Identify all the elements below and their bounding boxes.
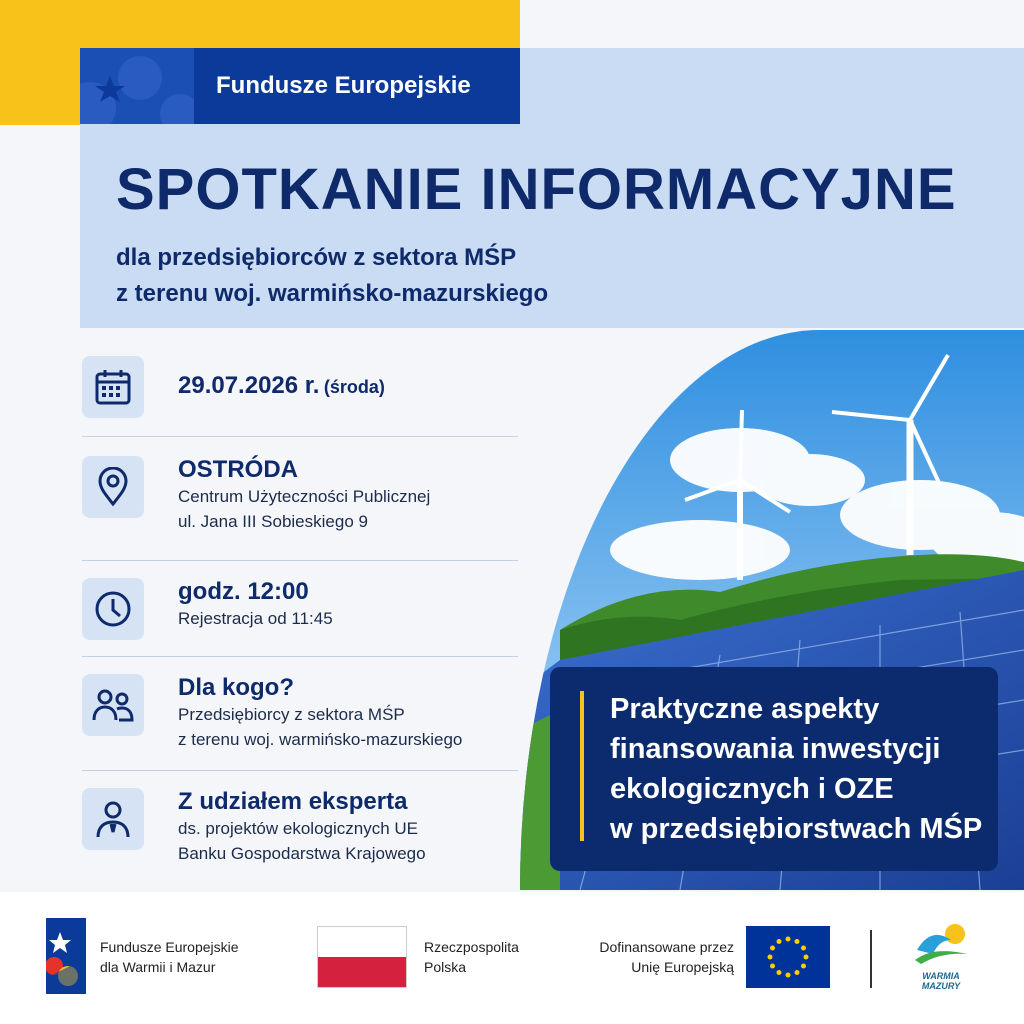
registration-time: Rejestracja od 11:45 <box>178 609 333 628</box>
location-address: ul. Jana III Sobieskiego 9 <box>178 512 368 531</box>
yellow-accent-bar <box>580 691 584 841</box>
page-title: SPOTKANIE INFORMACYJNE <box>116 157 957 222</box>
event-weekday: (środa) <box>323 377 385 397</box>
location-pin-icon <box>82 456 144 518</box>
divider <box>82 770 518 771</box>
wm-line-2: MAZURY <box>921 981 961 991</box>
audience-row <box>82 674 518 752</box>
people-icon <box>82 674 144 736</box>
footer-separator <box>870 930 872 988</box>
divider <box>82 436 518 437</box>
audience-line-1: Przedsiębiorcy z sektora MŚP <box>178 705 405 724</box>
page-subtitle <box>116 240 548 312</box>
fundusze-europejskie-badge <box>80 48 520 124</box>
warmia-mazury-logo <box>906 920 976 991</box>
divider <box>82 656 518 657</box>
topic-line-3: ekologicznych i OZE <box>610 773 894 805</box>
wm-line-1: WARMIA <box>922 971 960 981</box>
audience-line-2: z terenu woj. warmińsko-mazurskiego <box>178 730 463 749</box>
expert-line-1: ds. projektów ekologicznych UE <box>178 819 419 838</box>
rp-line-2: Polska <box>424 959 467 975</box>
eu-flag-icon <box>746 926 830 993</box>
eu-stars-icon <box>80 48 194 124</box>
topic-highlight-box <box>550 667 998 871</box>
subtitle-line-1: dla przedsiębiorców z sektora MŚP <box>116 244 517 271</box>
expert-row <box>82 788 518 866</box>
expert-title: Z udziałem eksperta <box>178 788 408 815</box>
location-city: OSTRÓDA <box>178 456 298 483</box>
location-row <box>82 456 518 534</box>
eu-line-2: Unię Europejską <box>631 959 734 975</box>
expert-line-2: Banku Gospodarstwa Krajowego <box>178 844 426 863</box>
event-date: 29.07.2026 r. <box>178 372 320 399</box>
date-row <box>82 356 518 418</box>
location-venue: Centrum Użyteczności Publicznej <box>178 487 431 506</box>
eu-cofinanced-text <box>584 937 734 977</box>
poland-flag <box>317 926 407 988</box>
time-row <box>82 578 518 640</box>
subtitle-line-2: z terenu woj. warmińsko-mazurskiego <box>116 280 549 307</box>
fundusze-europejskie-logo <box>46 918 86 999</box>
divider <box>82 560 518 561</box>
topic-line-2: finansowania inwestycji <box>610 733 941 765</box>
calendar-icon <box>82 356 144 418</box>
topic-line-1: Praktyczne aspekty <box>610 693 880 725</box>
rp-text <box>424 937 519 977</box>
rp-line-1: Rzeczpospolita <box>424 939 519 955</box>
clock-icon <box>82 578 144 640</box>
audience-title: Dla kogo? <box>178 674 295 701</box>
fe-line-2: dla Warmii i Mazur <box>100 959 216 975</box>
eu-line-1: Dofinansowane przez <box>599 939 734 955</box>
fe-line-1: Fundusze Europejskie <box>100 939 239 955</box>
badge-label: Fundusze Europejskie <box>216 72 471 99</box>
expert-person-icon <box>82 788 144 850</box>
topic-line-4: w przedsiębiorstwach MŚP <box>610 813 983 845</box>
event-time: godz. 12:00 <box>178 578 309 605</box>
fe-warmia-text <box>100 937 239 977</box>
